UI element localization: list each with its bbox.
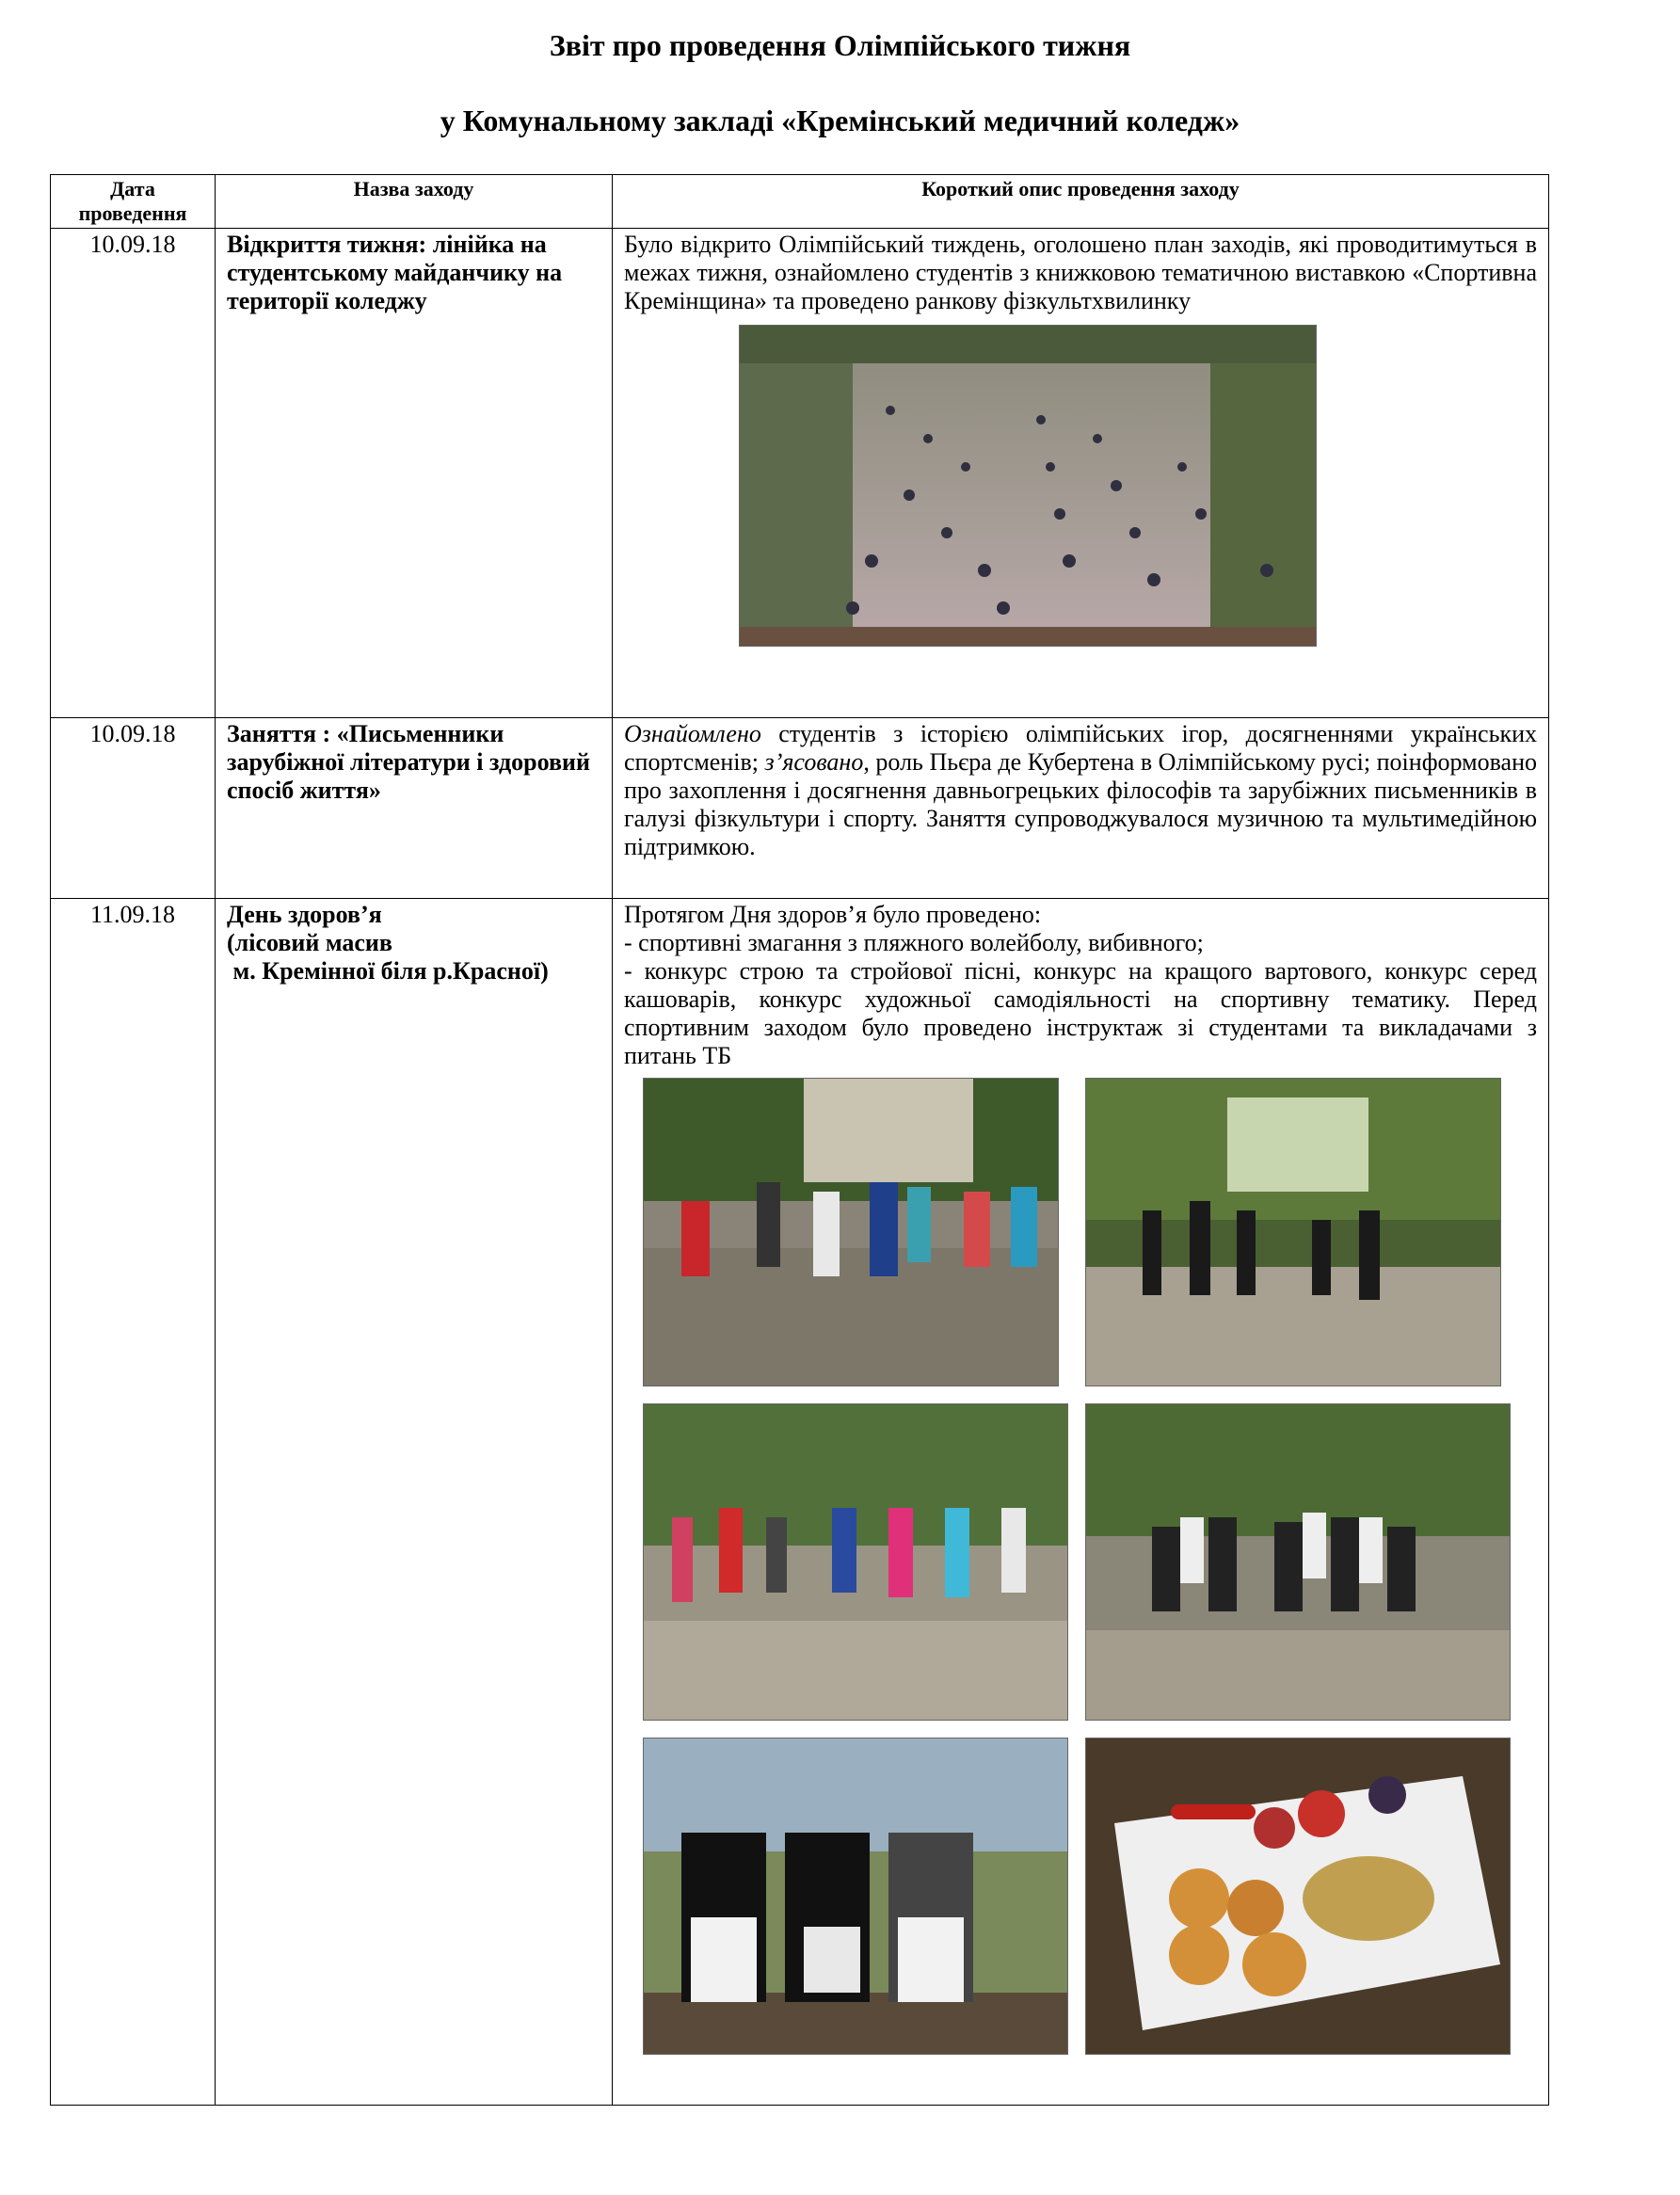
photo-staff-group [643,1078,1059,1386]
description-intro: Протягом Дня здоров’я було проведено: [624,901,1042,928]
row-event-name: Відкриття тижня: лінійка на студентському майданчику на території коледжу [216,229,613,718]
row-date: 11.09.18 [51,899,216,2106]
photo-grid [624,1078,1537,2038]
photo-morning-exercise [739,325,1317,647]
row-event-name: День здоров’я (лісовий масив м. Кремінної біля р.Красної) [216,899,613,2106]
photo-food-table [1085,1738,1511,2055]
row-description [613,718,1549,899]
description-item: - спортивні змагання з пляжного волейболу, вибивного; [624,929,1204,956]
row-date: 10.09.18 [51,229,216,718]
table-header-row [51,175,1549,229]
header-name: Назва заходу [216,175,613,229]
photo-group-exercise [643,1403,1068,1721]
photo-students-pose [1085,1403,1511,1721]
header-date: Дата проведення [51,175,216,229]
photo-girls-with-food [643,1738,1068,2055]
photo-students-jumping [1085,1078,1501,1386]
row-description [613,229,1549,718]
description-text: Було відкрито Олімпійський тиждень, оголошено план заходів, які проводитимуться в межах тижня, ознайомлено студентів з книжковою тематичною виставкою «Спортивна Кремінщина» та проведено ранкову фізкультхвилинку [624,231,1537,314]
header-desc: Короткий опис проведення заходу [613,175,1549,229]
table-row [51,899,1549,2106]
report-subtitle: у Комунальному закладі «Кремінський медичний коледж» [440,104,1240,137]
row-event-name: Заняття : «Письменники зарубіжної літератури і здоровий спосіб життя» [216,718,613,899]
description-text: Ознайомлено студентів з історією олімпійських ігор, досягненнями українських спортсменів; з’ясовано, роль Пьєра де Кубертена в Олімпійському русі; поінформовано про захоплення і досягнення давньогрецьких філософів та зарубіжних письменників в галузі фізкультури і спорту. Заняття супроводжувалося музичною та мультимедійною підтримкою. [624,720,1537,860]
table-row [51,229,1549,718]
table-row [51,718,1549,899]
report-title: Звіт про проведення Олімпійського тижня [549,28,1131,62]
row-date: 10.09.18 [51,718,216,899]
description-item: - конкурс строю та стройової пісні, конкурс на кращого вартового, конкурс серед кашоварів, конкурс художньої самодіяльності на спортивну тематику. Перед спортивним заходом було проведено інструктаж зі студентами та викладачами з питань ТБ [624,957,1537,1069]
report-table [50,174,1549,2106]
row-description [613,899,1549,2106]
